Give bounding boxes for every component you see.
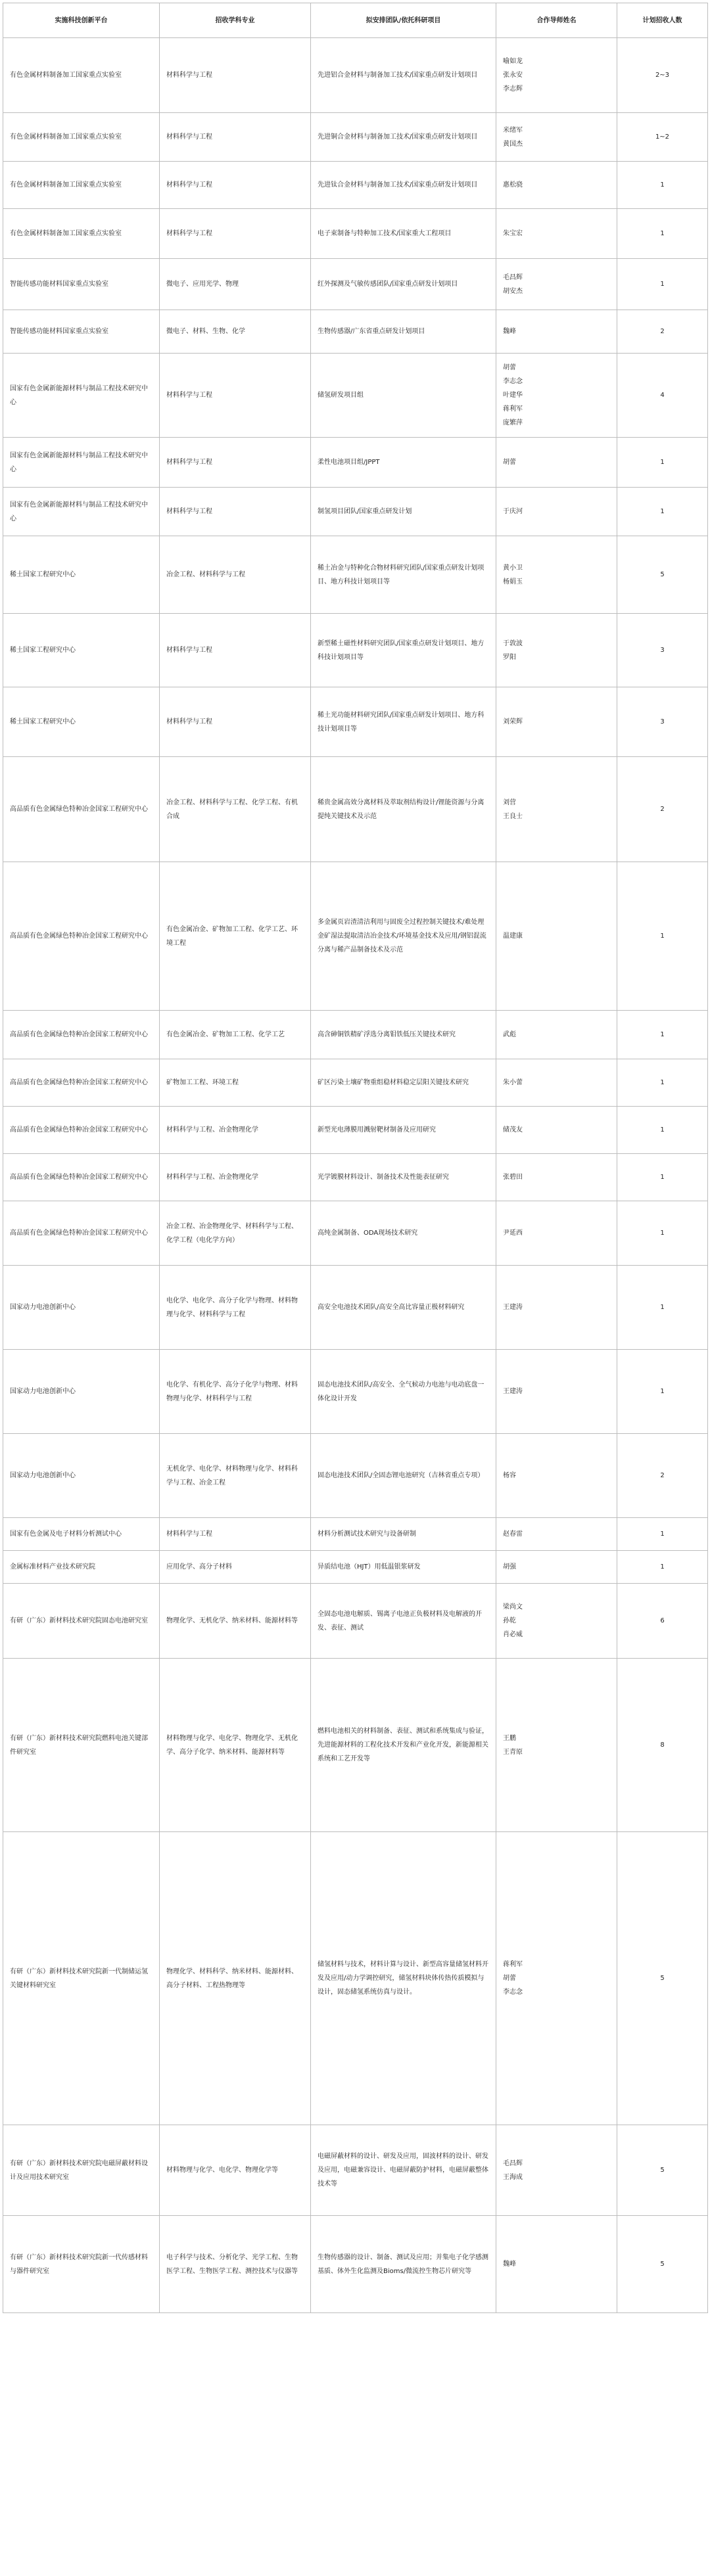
project-cell: 高安全电池技术团队/高安全高比容量正极材料研究	[311, 1266, 496, 1350]
count-cell: 1	[617, 488, 708, 536]
project-cell: 制氢项目团队/国家重点研发计划	[311, 488, 496, 536]
platform-cell: 国家有色金属及电子材料分析测试中心	[3, 1518, 160, 1551]
project-cell: 新型光电薄膜用溅射靶材制备及应用研究	[311, 1107, 496, 1154]
table-row	[3, 1201, 708, 1266]
count-cell: 1	[617, 1201, 708, 1266]
mentors-cell	[496, 2216, 617, 2313]
project-cell: 稀贵金属高效分离材料及萃取剂结构设计/锂能资源与分离提纯关键技术及示范	[311, 757, 496, 862]
header-platform: 实施科技创新平台	[3, 3, 160, 38]
major-cell: 矿物加工工程、环境工程	[160, 1059, 311, 1107]
mentor-name: 胡蕾	[503, 459, 516, 466]
count-cell: 5	[617, 2216, 708, 2313]
major-cell: 材料物理与化学、电化学、物理化学等	[160, 2125, 311, 2216]
platform-cell: 高品质有色金属绿色特种冶金国家工程研究中心	[3, 1107, 160, 1154]
mentor-name: 李志念	[503, 378, 523, 385]
mentor-name: 王海成	[503, 2173, 523, 2181]
table-row	[3, 1059, 708, 1107]
major-cell: 材料科学与工程	[160, 38, 311, 113]
mentor-name: 胡蕾	[503, 364, 516, 371]
mentor-name: 蒋利军	[503, 1961, 523, 1968]
project-cell: 固态电池技术团队/全固态锂电池研究（吉林省重点专项）	[311, 1434, 496, 1518]
major-cell: 冶金工程、材料科学与工程	[160, 536, 311, 614]
project-cell: 材料分析测试技术研究与设备研制	[311, 1518, 496, 1551]
mentor-name: 毛昌辉	[503, 2159, 523, 2167]
count-cell: 1	[617, 1518, 708, 1551]
mentor-name: 尹延西	[503, 1230, 523, 1237]
header-project: 拟安排团队/依托科研项目	[311, 3, 496, 38]
table-row	[3, 1350, 708, 1434]
mentor-name: 刘荣辉	[503, 718, 523, 725]
mentors-cell	[496, 1551, 617, 1584]
table-row	[3, 488, 708, 536]
platform-cell: 高品质有色金属绿色特种冶金国家工程研究中心	[3, 1154, 160, 1201]
mentor-name: 王鹏	[503, 1734, 516, 1742]
count-cell: 2	[617, 1434, 708, 1518]
table-row	[3, 536, 708, 614]
major-cell: 材料科学与工程	[160, 438, 311, 488]
platform-cell: 高品质有色金属绿色特种冶金国家工程研究中心	[3, 862, 160, 1011]
count-cell: 1	[617, 259, 708, 310]
platform-cell: 有研（广东）新材料技术研究院新一代传感材料与器件研究室	[3, 2216, 160, 2313]
major-cell: 无机化学、电化学、材料物理与化学、材料科学与工程、冶金工程	[160, 1434, 311, 1518]
mentor-name: 喻如龙	[503, 58, 523, 65]
mentors-cell	[496, 757, 617, 862]
mentors-cell	[496, 862, 617, 1011]
table-row	[3, 1154, 708, 1201]
table-row	[3, 2125, 708, 2216]
mentor-name: 王青原	[503, 1748, 523, 1756]
project-cell: 先进铜合金材料与制备加工技术/国家重点研发计划项目	[311, 113, 496, 162]
mentor-name: 胡安杰	[503, 287, 523, 295]
mentor-name: 赵春雷	[503, 1530, 523, 1538]
project-cell: 燃料电池相关的材料制备、表征、测试和系统集成与验证，先进能源材料的工程化技术开发和产业化开发，新能源相关系统和工艺开发等	[311, 1659, 496, 1832]
table-row	[3, 1434, 708, 1518]
mentor-name: 庞繁萍	[503, 419, 523, 426]
table-row	[3, 1011, 708, 1059]
count-cell: 1	[617, 1107, 708, 1154]
count-cell: 8	[617, 1659, 708, 1832]
major-cell: 材料科学与工程	[160, 687, 311, 757]
project-cell: 电子束制备与特种加工技术/国家重大工程项目	[311, 209, 496, 259]
project-cell: 柔性电池项目组/JPPT	[311, 438, 496, 488]
project-cell: 先进铝合金材料与制备加工技术/国家重点研发计划项目	[311, 38, 496, 113]
major-cell: 材料科学与工程、冶金物理化学	[160, 1154, 311, 1201]
table-row	[3, 113, 708, 162]
platform-cell: 高品质有色金属绿色特种冶金国家工程研究中心	[3, 1201, 160, 1266]
platform-cell: 国家动力电池创新中心	[3, 1266, 160, 1350]
mentors-cell	[496, 1832, 617, 2125]
mentor-name: 惠松骁	[503, 181, 523, 189]
platform-cell: 有研（广东）新材料技术研究院新一代制储运氢关键材料研究室	[3, 1832, 160, 2125]
major-cell: 微电子、应用光学、物理	[160, 259, 311, 310]
count-cell: 1	[617, 209, 708, 259]
table-row	[3, 1518, 708, 1551]
major-cell: 冶金工程、冶金物理化学、材料科学与工程、化学工程（电化学方向）	[160, 1201, 311, 1266]
mentor-name: 张永安	[503, 72, 523, 79]
mentors-cell	[496, 1059, 617, 1107]
mentors-cell	[496, 113, 617, 162]
mentors-cell	[496, 2125, 617, 2216]
platform-cell: 有研（广东）新材料技术研究院燃料电池关键部件研究室	[3, 1659, 160, 1832]
mentors-cell	[496, 687, 617, 757]
mentors-cell	[496, 1107, 617, 1154]
mentor-name: 于庆河	[503, 508, 523, 515]
major-cell: 材料科学与工程	[160, 1518, 311, 1551]
mentor-name: 梁尚文	[503, 1603, 523, 1611]
mentors-cell	[496, 536, 617, 614]
mentors-cell	[496, 1266, 617, 1350]
mentor-name: 刘营	[503, 798, 516, 806]
mentors-cell	[496, 1659, 617, 1832]
mentors-cell	[496, 1434, 617, 1518]
major-cell: 材料科学与工程	[160, 209, 311, 259]
major-cell: 电子科学与技术、分析化学、光学工程、生物医学工程、生物医学工程、测控技术与仪器等	[160, 2216, 311, 2313]
project-cell: 全固态电池电解质、锡离子电池正负极材料及电解液的开发、表征、测试	[311, 1584, 496, 1659]
project-cell: 稀土冶金与特种化合物材料研究团队/国家重点研发计划项目、地方科技计划项目等	[311, 536, 496, 614]
mentors-cell	[496, 1011, 617, 1059]
table-row	[3, 1551, 708, 1584]
table-row	[3, 757, 708, 862]
project-cell: 稀土光功能材料研究团队/国家重点研发计划项目、地方科技计划项目等	[311, 687, 496, 757]
mentor-name: 朱宝宏	[503, 230, 523, 237]
count-cell: 5	[617, 1832, 708, 2125]
mentors-cell	[496, 1584, 617, 1659]
project-cell: 异质结电池（HJT）用低温银浆研发	[311, 1551, 496, 1584]
platform-cell: 高品质有色金属绿色特种冶金国家工程研究中心	[3, 1011, 160, 1059]
mentor-name: 胡蕾	[503, 1975, 516, 1982]
table-row	[3, 438, 708, 488]
count-cell: 5	[617, 2125, 708, 2216]
table-row	[3, 1107, 708, 1154]
mentor-name: 李志辉	[503, 85, 523, 93]
mentor-name: 王良士	[503, 812, 523, 820]
mentors-cell	[496, 38, 617, 113]
mentors-cell	[496, 1350, 617, 1434]
mentor-name: 储茂友	[503, 1126, 523, 1134]
project-cell: 电磁屏蔽材料的设计、研发及应用，固波材料的设计、研发及应用，电磁兼容设计、电磁屏蔽防护材料，电磁屏蔽整体技术等	[311, 2125, 496, 2216]
major-cell: 有色金属冶金、矿物加工工程、化学工艺、环境工程	[160, 862, 311, 1011]
mentors-cell	[496, 438, 617, 488]
project-cell: 矿区污染土壤矿物重组稳材料稳定层阳关键技术研究	[311, 1059, 496, 1107]
major-cell: 有色金属冶金、矿物加工工程、化学工艺	[160, 1011, 311, 1059]
mentors-cell	[496, 310, 617, 354]
major-cell: 物理化学、无机化学、纳米材料、能源材料等	[160, 1584, 311, 1659]
project-cell: 储氢研发项目组	[311, 354, 496, 438]
count-cell: 1	[617, 1350, 708, 1434]
table-row	[3, 1266, 708, 1350]
platform-cell: 国家有色金属新能源材料与制品工程技术研究中心	[3, 488, 160, 536]
platform-cell: 高品质有色金属绿色特种冶金国家工程研究中心	[3, 757, 160, 862]
major-cell: 微电子、材料、生物、化学	[160, 310, 311, 354]
mentor-name: 米绪军	[503, 126, 523, 134]
count-cell: 1	[617, 862, 708, 1011]
count-cell: 2~3	[617, 38, 708, 113]
mentor-name: 魏峰	[503, 328, 516, 335]
table-row	[3, 354, 708, 438]
major-cell: 材料科学与工程、冶金物理化学	[160, 1107, 311, 1154]
mentor-name: 蒋利军	[503, 405, 523, 413]
major-cell: 应用化学、高分子材料	[160, 1551, 311, 1584]
platform-cell: 智能传感功能材料国家重点实验室	[3, 259, 160, 310]
major-cell: 电化学、电化学、高分子化学与物理、材料物理与化学、材料科学与工程	[160, 1266, 311, 1350]
table-row	[3, 2216, 708, 2313]
table-row	[3, 38, 708, 113]
table-row	[3, 1584, 708, 1659]
mentor-name: 张碧田	[503, 1174, 523, 1181]
count-cell: 2	[617, 310, 708, 354]
count-cell: 3	[617, 614, 708, 687]
mentor-name: 李志念	[503, 1989, 523, 1996]
count-cell: 1	[617, 1154, 708, 1201]
table-header-row	[3, 3, 708, 38]
platform-cell: 国家动力电池创新中心	[3, 1350, 160, 1434]
mentor-name: 胡强	[503, 1563, 516, 1571]
major-cell: 材料科学与工程	[160, 488, 311, 536]
mentor-name: 黄小卫	[503, 564, 523, 572]
table-row	[3, 162, 708, 209]
header-mentors: 合作导师姓名	[496, 3, 617, 38]
count-cell: 1	[617, 1551, 708, 1584]
platform-table	[3, 3, 708, 2313]
mentor-name: 温建康	[503, 932, 523, 940]
platform-cell: 有色金属材料制备加工国家重点实验室	[3, 209, 160, 259]
mentor-name: 孙乾	[503, 1617, 516, 1624]
project-cell: 光学镀膜材料设计、制备技术及性能表征研究	[311, 1154, 496, 1201]
table-row	[3, 614, 708, 687]
table-row	[3, 1659, 708, 1832]
mentor-name: 叶建华	[503, 392, 523, 399]
mentor-name: 朱小蕾	[503, 1079, 523, 1086]
mentors-cell	[496, 1154, 617, 1201]
platform-cell: 国家动力电池创新中心	[3, 1434, 160, 1518]
major-cell: 材料科学与工程	[160, 162, 311, 209]
table-body	[3, 38, 708, 2313]
count-cell: 2	[617, 757, 708, 862]
platform-cell: 稀土国家工程研究中心	[3, 614, 160, 687]
mentor-name: 于敦波	[503, 639, 523, 647]
header-count: 计划招收人数	[617, 3, 708, 38]
mentor-name: 王建涛	[503, 1304, 523, 1311]
major-cell: 材料科学与工程	[160, 614, 311, 687]
table-row	[3, 310, 708, 354]
count-cell: 1~2	[617, 113, 708, 162]
major-cell: 物理化学、材料科学、纳米材料、能源材料、高分子材料、工程热物理等	[160, 1832, 311, 2125]
mentor-name: 武彪	[503, 1031, 516, 1038]
table-row	[3, 687, 708, 757]
count-cell: 4	[617, 354, 708, 438]
count-cell: 6	[617, 1584, 708, 1659]
project-cell: 高含砷铜铁精矿浮选分离钼铁低压关键技术研究	[311, 1011, 496, 1059]
mentors-cell	[496, 614, 617, 687]
mentors-cell	[496, 1518, 617, 1551]
mentors-cell	[496, 162, 617, 209]
platform-cell: 智能传感功能材料国家重点实验室	[3, 310, 160, 354]
platform-cell: 稀土国家工程研究中心	[3, 536, 160, 614]
count-cell: 1	[617, 162, 708, 209]
platform-cell: 国家有色金属新能源材料与制品工程技术研究中心	[3, 354, 160, 438]
count-cell: 1	[617, 1011, 708, 1059]
mentors-cell	[496, 259, 617, 310]
mentor-name: 魏峰	[503, 2261, 516, 2268]
mentor-name: 王建涛	[503, 1388, 523, 1395]
count-cell: 1	[617, 1059, 708, 1107]
platform-cell: 有色金属材料制备加工国家重点实验室	[3, 38, 160, 113]
platform-cell: 有研（广东）新材料技术研究院电磁屏蔽材料设计及应用技术研究室	[3, 2125, 160, 2216]
table-row	[3, 259, 708, 310]
major-cell: 冶金工程、材料科学与工程、化学工程、有机合成	[160, 757, 311, 862]
mentors-cell	[496, 354, 617, 438]
mentor-name: 肖必威	[503, 1631, 523, 1638]
count-cell: 1	[617, 1266, 708, 1350]
mentor-name: 罗阳	[503, 653, 516, 661]
major-cell: 材料物理与化学、电化学、物理化学、无机化学、高分子化学、纳米材料、能源材料等	[160, 1659, 311, 1832]
major-cell: 材料科学与工程	[160, 113, 311, 162]
table-row	[3, 209, 708, 259]
project-cell: 生物传感器的设计、制备、测试及应用；并集电子化学感测基质、体外生化监测及Bioms/微流控生物芯片研究等	[311, 2216, 496, 2313]
count-cell: 1	[617, 438, 708, 488]
platform-cell: 国家有色金属新能源材料与制品工程技术研究中心	[3, 438, 160, 488]
count-cell: 3	[617, 687, 708, 757]
platform-cell: 高品质有色金属绿色特种冶金国家工程研究中心	[3, 1059, 160, 1107]
mentors-cell	[496, 488, 617, 536]
mentor-name: 毛昌辉	[503, 273, 523, 281]
project-cell: 多金属页岩渣清洁利用与固废全过程控制关键技术/难处理金矿湿法提取清洁冶金技术/环境基金技术及应用/钢铝混流分离与稀产品制备技术及示范	[311, 862, 496, 1011]
mentor-name: 黄国杰	[503, 140, 523, 148]
project-cell: 高纯金属制备、ODA现场技术研究	[311, 1201, 496, 1266]
mentors-cell	[496, 1201, 617, 1266]
platform-cell: 有研（广东）新材料技术研究院固态电池研究室	[3, 1584, 160, 1659]
major-cell: 材料科学与工程	[160, 354, 311, 438]
project-cell: 红外探测及气敏传感团队/国家重点研发计划项目	[311, 259, 496, 310]
table-row	[3, 1832, 708, 2125]
project-cell: 储氢材料与技术，材料计算与设计、新型高容量储氢材料开发及应用/动力学调控研究，储氢材料块体传热传质模拟与设计，固态储氢系统仿真与设计。	[311, 1832, 496, 2125]
project-cell: 固态电池技术团队/高安全、全气候动力电池与电动底盘一体化设计开发	[311, 1350, 496, 1434]
project-cell: 先进钛合金材料与制备加工技术/国家重点研发计划项目	[311, 162, 496, 209]
mentor-name: 杨娟玉	[503, 578, 523, 586]
platform-cell: 稀土国家工程研究中心	[3, 687, 160, 757]
platform-cell: 有色金属材料制备加工国家重点实验室	[3, 113, 160, 162]
mentor-name: 杨容	[503, 1472, 516, 1479]
project-cell: 新型稀土磁性材料研究团队/国家重点研发计划项目、地方科技计划项目等	[311, 614, 496, 687]
header-major: 招收学科专业	[160, 3, 311, 38]
count-cell: 5	[617, 536, 708, 614]
platform-cell: 有色金属材料制备加工国家重点实验室	[3, 162, 160, 209]
mentors-cell	[496, 209, 617, 259]
platform-cell: 金属标准材料产业技术研究院	[3, 1551, 160, 1584]
project-cell: 生物传感器/广东省重点研发计划项目	[311, 310, 496, 354]
table-row	[3, 862, 708, 1011]
major-cell: 电化学、有机化学、高分子化学与物理、材料物理与化学、材料科学与工程	[160, 1350, 311, 1434]
